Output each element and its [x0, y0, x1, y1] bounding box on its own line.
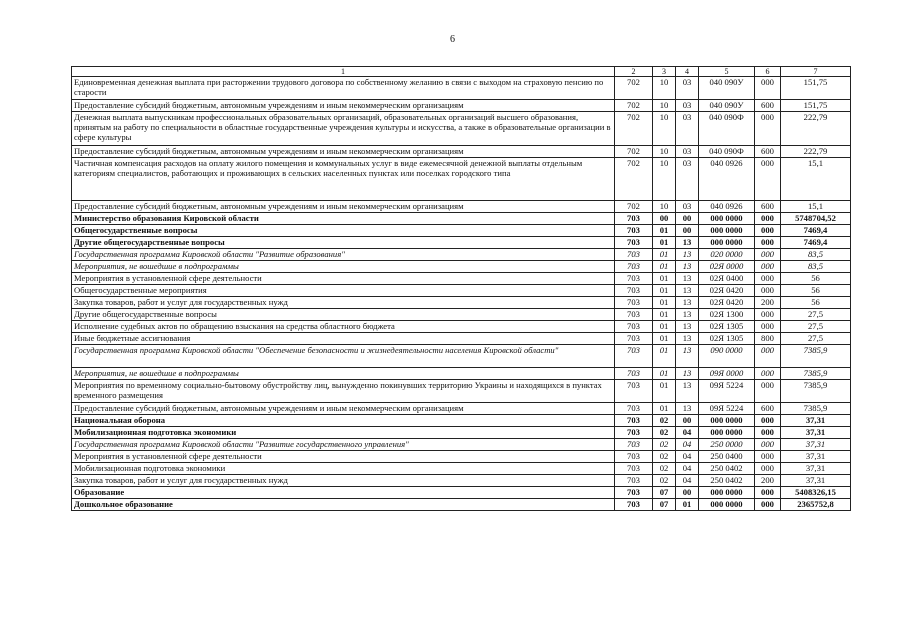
table-row: [72, 439, 851, 451]
cell-amount: 83,5: [781, 249, 851, 261]
cell-target-article: 000 0000: [699, 237, 755, 249]
cell-target-article: 040 090Ф: [699, 112, 755, 146]
cell-amount: 37,31: [781, 451, 851, 463]
table-header-row: [72, 67, 851, 77]
cell-expense-type: 000: [755, 158, 781, 201]
cell-expense-type: 000: [755, 249, 781, 261]
cell-section: 01: [653, 380, 676, 403]
cell-section: 01: [653, 225, 676, 237]
cell-section: 02: [653, 463, 676, 475]
cell-ministry-code: 703: [615, 213, 653, 225]
cell-section: 02: [653, 475, 676, 487]
cell-target-article: 09Я 5224: [699, 403, 755, 415]
cell-section: 10: [653, 100, 676, 112]
cell-subsection: 03: [676, 77, 699, 100]
table-row: [72, 380, 851, 403]
cell-ministry-code: 702: [615, 158, 653, 201]
cell-expense-type: 000: [755, 439, 781, 451]
cell-target-article: 09Я 5224: [699, 380, 755, 403]
cell-section: 01: [653, 368, 676, 380]
cell-ministry-code: 703: [615, 273, 653, 285]
cell-expense-type: 600: [755, 403, 781, 415]
cell-target-article: 250 0000: [699, 439, 755, 451]
table-row: [72, 333, 851, 345]
cell-target-article: 090 0000: [699, 345, 755, 368]
header-cell-expense-type: 6: [755, 67, 781, 77]
cell-name: Закупка товаров, работ и услуг для государственных нужд: [72, 297, 615, 309]
cell-name: Другие общегосударственные вопросы: [72, 309, 615, 321]
cell-ministry-code: 703: [615, 499, 653, 511]
cell-name: Общегосударственные вопросы: [72, 225, 615, 237]
cell-name: Единовременная денежная выплата при расторжении трудового договора по собственному желанию в связи с выходом на страховую пенсию по старости: [72, 77, 615, 100]
cell-amount: 7469,4: [781, 225, 851, 237]
table-row: [72, 427, 851, 439]
cell-name: Образование: [72, 487, 615, 499]
cell-name: Мероприятия в установленной сфере деятельности: [72, 451, 615, 463]
cell-section: 01: [653, 333, 676, 345]
cell-amount: 222,79: [781, 112, 851, 146]
cell-ministry-code: 703: [615, 463, 653, 475]
cell-amount: 7385,9: [781, 380, 851, 403]
cell-name: Государственная программа Кировской области "Обеспечение безопасности и жизнедеятельности населения Кировской области": [72, 345, 615, 368]
cell-subsection: 13: [676, 321, 699, 333]
table-row: [72, 77, 851, 100]
cell-section: 01: [653, 309, 676, 321]
cell-amount: 56: [781, 297, 851, 309]
cell-amount: 37,31: [781, 463, 851, 475]
cell-target-article: 040 090У: [699, 100, 755, 112]
cell-section: 10: [653, 77, 676, 100]
cell-ministry-code: 702: [615, 100, 653, 112]
cell-target-article: 02Я 1305: [699, 321, 755, 333]
cell-subsection: 00: [676, 487, 699, 499]
cell-name: Дошкольное образование: [72, 499, 615, 511]
cell-target-article: 000 0000: [699, 427, 755, 439]
cell-section: 01: [653, 237, 676, 249]
table-row: [72, 201, 851, 213]
cell-target-article: 250 0400: [699, 451, 755, 463]
cell-target-article: 040 090У: [699, 77, 755, 100]
table-row: [72, 158, 851, 201]
cell-section: 01: [653, 261, 676, 273]
cell-target-article: 040 0926: [699, 158, 755, 201]
cell-expense-type: 000: [755, 237, 781, 249]
cell-amount: 151,75: [781, 100, 851, 112]
cell-target-article: 02Я 1305: [699, 333, 755, 345]
table-row: [72, 368, 851, 380]
cell-ministry-code: 703: [615, 403, 653, 415]
cell-subsection: 13: [676, 261, 699, 273]
cell-section: 01: [653, 249, 676, 261]
table-row: [72, 285, 851, 297]
cell-expense-type: 000: [755, 112, 781, 146]
cell-expense-type: 000: [755, 285, 781, 297]
cell-subsection: 03: [676, 146, 699, 158]
cell-name: Мероприятия, не вошедшие в подпрограммы: [72, 368, 615, 380]
cell-ministry-code: 703: [615, 427, 653, 439]
cell-subsection: 13: [676, 297, 699, 309]
cell-expense-type: 000: [755, 321, 781, 333]
cell-ministry-code: 703: [615, 249, 653, 261]
cell-subsection: 03: [676, 158, 699, 201]
cell-target-article: 040 090Ф: [699, 146, 755, 158]
cell-target-article: 000 0000: [699, 499, 755, 511]
cell-subsection: 04: [676, 463, 699, 475]
cell-target-article: 02Я 0000: [699, 261, 755, 273]
cell-section: 10: [653, 201, 676, 213]
cell-name: Денежная выплата выпускникам профессиональных образовательных организаций, образовательных организаций высшего образования, принятым на работу по специальности в областные государственные учреждения культуры и искусства, а также в образовательные организации в сфере культуры: [72, 112, 615, 146]
cell-subsection: 00: [676, 225, 699, 237]
cell-ministry-code: 703: [615, 333, 653, 345]
cell-section: 07: [653, 487, 676, 499]
cell-expense-type: 000: [755, 213, 781, 225]
cell-amount: 56: [781, 285, 851, 297]
cell-target-article: 02Я 0420: [699, 285, 755, 297]
cell-section: 01: [653, 297, 676, 309]
cell-ministry-code: 703: [615, 439, 653, 451]
table-row: [72, 261, 851, 273]
cell-ministry-code: 703: [615, 345, 653, 368]
cell-name: Государственная программа Кировской области "Развитие образования": [72, 249, 615, 261]
cell-section: 00: [653, 213, 676, 225]
cell-expense-type: 000: [755, 463, 781, 475]
cell-ministry-code: 703: [615, 415, 653, 427]
cell-amount: 37,31: [781, 415, 851, 427]
cell-section: 01: [653, 273, 676, 285]
cell-subsection: 13: [676, 309, 699, 321]
header-cell-section: 3: [653, 67, 676, 77]
cell-section: 01: [653, 403, 676, 415]
cell-name: Мероприятия в установленной сфере деятельности: [72, 273, 615, 285]
cell-ministry-code: 702: [615, 146, 653, 158]
cell-name: Мобилизационная подготовка экономики: [72, 427, 615, 439]
cell-ministry-code: 703: [615, 321, 653, 333]
page-number: 6: [450, 34, 455, 45]
table-row: [72, 146, 851, 158]
cell-name: Предоставление субсидий бюджетным, автономным учреждениям и иным некоммерческим организациям: [72, 201, 615, 213]
cell-expense-type: 600: [755, 201, 781, 213]
cell-target-article: 000 0000: [699, 213, 755, 225]
cell-section: 07: [653, 499, 676, 511]
cell-expense-type: 000: [755, 499, 781, 511]
table-row: [72, 403, 851, 415]
cell-subsection: 13: [676, 237, 699, 249]
table-row: [72, 475, 851, 487]
cell-amount: 7385,9: [781, 368, 851, 380]
cell-section: 02: [653, 439, 676, 451]
cell-amount: 27,5: [781, 333, 851, 345]
cell-name: Мероприятия по временному социально-бытовому обустройству лиц, вынужденно покинувших территорию Украины и находящихся в пунктах временного размещения: [72, 380, 615, 403]
cell-ministry-code: 703: [615, 487, 653, 499]
cell-expense-type: 000: [755, 77, 781, 100]
cell-expense-type: 000: [755, 261, 781, 273]
cell-section: 02: [653, 415, 676, 427]
cell-section: 02: [653, 451, 676, 463]
cell-amount: 37,31: [781, 427, 851, 439]
cell-expense-type: 600: [755, 100, 781, 112]
cell-expense-type: 000: [755, 380, 781, 403]
cell-name: Общегосударственные мероприятия: [72, 285, 615, 297]
table-row: [72, 451, 851, 463]
cell-name: Исполнение судебных актов по обращению взыскания на средства областного бюджета: [72, 321, 615, 333]
table-row: [72, 463, 851, 475]
header-cell-target-article: 5: [699, 67, 755, 77]
cell-expense-type: 000: [755, 345, 781, 368]
cell-name: Государственная программа Кировской области "Развитие государственного управления": [72, 439, 615, 451]
cell-amount: 37,31: [781, 475, 851, 487]
table-row: [72, 499, 851, 511]
cell-amount: 15,1: [781, 158, 851, 201]
cell-subsection: 13: [676, 273, 699, 285]
table-row: [72, 112, 851, 146]
cell-subsection: 13: [676, 368, 699, 380]
cell-name: Иные бюджетные ассигнования: [72, 333, 615, 345]
cell-section: 01: [653, 345, 676, 368]
cell-section: 10: [653, 158, 676, 201]
header-cell-amount: 7: [781, 67, 851, 77]
cell-subsection: 13: [676, 249, 699, 261]
cell-expense-type: 000: [755, 368, 781, 380]
cell-subsection: 04: [676, 439, 699, 451]
cell-expense-type: 200: [755, 475, 781, 487]
cell-subsection: 13: [676, 285, 699, 297]
cell-amount: 2365752,8: [781, 499, 851, 511]
table-row: [72, 487, 851, 499]
table-row: [72, 225, 851, 237]
cell-subsection: 13: [676, 403, 699, 415]
table-row: [72, 213, 851, 225]
cell-ministry-code: 703: [615, 261, 653, 273]
cell-amount: 15,1: [781, 201, 851, 213]
cell-ministry-code: 703: [615, 297, 653, 309]
cell-subsection: 13: [676, 380, 699, 403]
cell-ministry-code: 702: [615, 201, 653, 213]
cell-name: Мероприятия, не вошедшие в подпрограммы: [72, 261, 615, 273]
cell-amount: 37,31: [781, 439, 851, 451]
cell-name: Предоставление субсидий бюджетным, автономным учреждениям и иным некоммерческим организациям: [72, 403, 615, 415]
cell-section: 01: [653, 285, 676, 297]
cell-name: Закупка товаров, работ и услуг для государственных нужд: [72, 475, 615, 487]
cell-subsection: 00: [676, 213, 699, 225]
cell-target-article: 02Я 0400: [699, 273, 755, 285]
cell-amount: 222,79: [781, 146, 851, 158]
cell-amount: 151,75: [781, 77, 851, 100]
cell-target-article: 250 0402: [699, 463, 755, 475]
header-cell-name: 1: [72, 67, 615, 77]
cell-ministry-code: 703: [615, 285, 653, 297]
cell-ministry-code: 703: [615, 309, 653, 321]
cell-subsection: 13: [676, 333, 699, 345]
cell-target-article: 000 0000: [699, 487, 755, 499]
cell-ministry-code: 702: [615, 112, 653, 146]
table-row: [72, 321, 851, 333]
cell-expense-type: 000: [755, 427, 781, 439]
cell-expense-type: 000: [755, 225, 781, 237]
table-row: [72, 309, 851, 321]
cell-target-article: 02Я 1300: [699, 309, 755, 321]
cell-amount: 27,5: [781, 309, 851, 321]
cell-subsection: 03: [676, 100, 699, 112]
cell-target-article: 250 0402: [699, 475, 755, 487]
cell-target-article: 020 0000: [699, 249, 755, 261]
cell-name: Другие общегосударственные вопросы: [72, 237, 615, 249]
header-cell-ministry-code: 2: [615, 67, 653, 77]
cell-amount: 7469,4: [781, 237, 851, 249]
cell-subsection: 04: [676, 451, 699, 463]
cell-expense-type: 800: [755, 333, 781, 345]
cell-subsection: 01: [676, 499, 699, 511]
cell-name: Частичная компенсация расходов на оплату жилого помещения и коммунальных услуг в виде ежемесячной денежной выплаты отдельным категориям специалистов, работающих и проживающих в сельских населенных пунктах или поселках городского типа: [72, 158, 615, 201]
cell-amount: 27,5: [781, 321, 851, 333]
cell-section: 02: [653, 427, 676, 439]
cell-section: 01: [653, 321, 676, 333]
cell-ministry-code: 703: [615, 475, 653, 487]
cell-expense-type: 000: [755, 451, 781, 463]
cell-target-article: 040 0926: [699, 201, 755, 213]
table-row: [72, 273, 851, 285]
cell-expense-type: 000: [755, 415, 781, 427]
cell-amount: 7385,9: [781, 403, 851, 415]
table-row: [72, 100, 851, 112]
table-row: [72, 249, 851, 261]
cell-ministry-code: 702: [615, 77, 653, 100]
cell-target-article: 000 0000: [699, 225, 755, 237]
budget-table: [71, 66, 851, 511]
cell-expense-type: 000: [755, 309, 781, 321]
cell-target-article: 000 0000: [699, 415, 755, 427]
cell-expense-type: 600: [755, 146, 781, 158]
cell-expense-type: 200: [755, 297, 781, 309]
cell-ministry-code: 703: [615, 380, 653, 403]
cell-name: Министерство образования Кировской области: [72, 213, 615, 225]
table-row: [72, 237, 851, 249]
table-row: [72, 415, 851, 427]
cell-subsection: 04: [676, 475, 699, 487]
cell-subsection: 03: [676, 112, 699, 146]
cell-expense-type: 000: [755, 273, 781, 285]
cell-amount: 83,5: [781, 261, 851, 273]
header-cell-subsection: 4: [676, 67, 699, 77]
cell-target-article: 02Я 0420: [699, 297, 755, 309]
cell-name: Предоставление субсидий бюджетным, автономным учреждениям и иным некоммерческим организациям: [72, 100, 615, 112]
cell-ministry-code: 703: [615, 451, 653, 463]
cell-target-article: 09Я 0000: [699, 368, 755, 380]
cell-subsection: 13: [676, 345, 699, 368]
cell-expense-type: 000: [755, 487, 781, 499]
cell-amount: 5408326,15: [781, 487, 851, 499]
cell-name: Национальная оборона: [72, 415, 615, 427]
cell-ministry-code: 703: [615, 368, 653, 380]
cell-subsection: 00: [676, 415, 699, 427]
table-row: [72, 345, 851, 368]
cell-ministry-code: 703: [615, 225, 653, 237]
cell-ministry-code: 703: [615, 237, 653, 249]
cell-amount: 7385,9: [781, 345, 851, 368]
cell-section: 10: [653, 146, 676, 158]
cell-amount: 5748704,52: [781, 213, 851, 225]
cell-section: 10: [653, 112, 676, 146]
table-body: [72, 77, 851, 511]
cell-name: Предоставление субсидий бюджетным, автономным учреждениям и иным некоммерческим организациям: [72, 146, 615, 158]
cell-subsection: 04: [676, 427, 699, 439]
table-row: [72, 297, 851, 309]
cell-amount: 56: [781, 273, 851, 285]
cell-name: Мобилизационная подготовка экономики: [72, 463, 615, 475]
cell-subsection: 03: [676, 201, 699, 213]
